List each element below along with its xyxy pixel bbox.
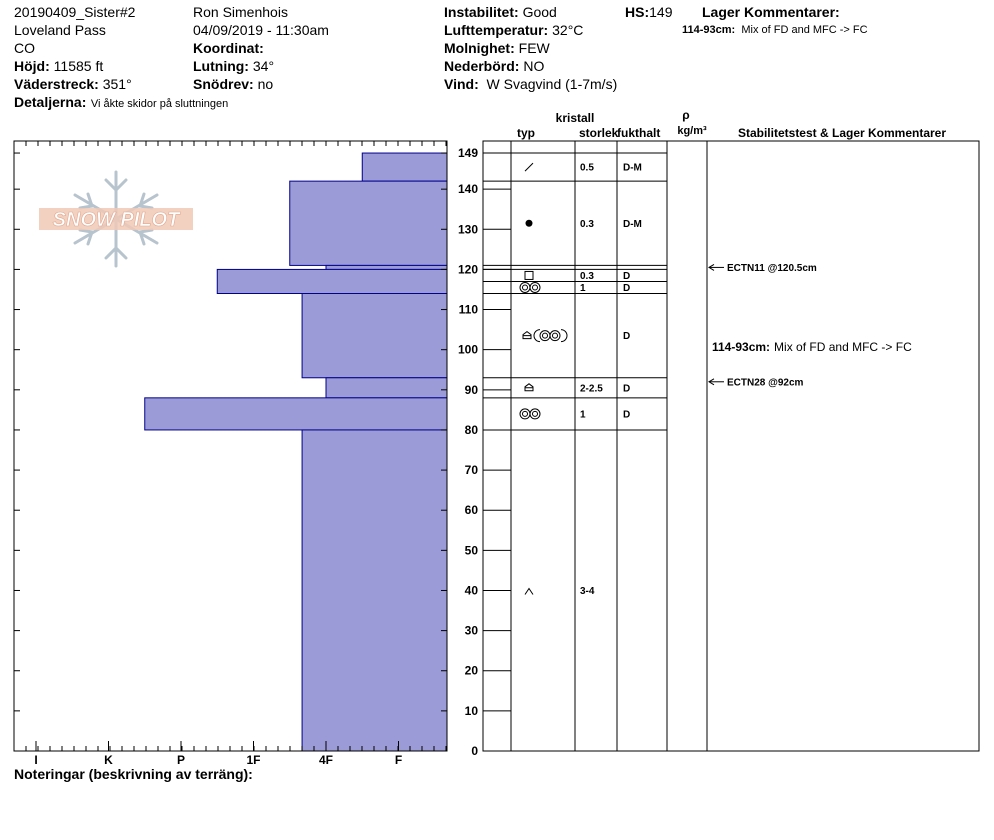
melt-freeze-icon (523, 285, 528, 290)
layer-comment-row (712, 340, 912, 354)
grain-size-cell: 3-4 (580, 585, 595, 597)
y-tick-label: 100 (457, 342, 478, 357)
y-tick-label: 10 (464, 703, 478, 718)
hardness-layer-bar (145, 398, 447, 430)
grain-size-cell: 0.3 (580, 218, 594, 230)
graupel-icon (526, 220, 533, 227)
moisture-cell: D (623, 383, 631, 395)
precip-value: NO (523, 58, 545, 74)
hardness-bars (145, 153, 447, 751)
layer-comments-label: Lager Kommentarer: (702, 4, 840, 20)
melt-freeze-icon (530, 409, 540, 419)
moisture-cell: D-M (623, 218, 642, 230)
hardness-layer-bar (302, 430, 447, 751)
header-moisture: fukthalt (617, 126, 661, 140)
elevation-label: Höjd: (14, 58, 50, 74)
y-tick-label: 70 (464, 463, 478, 478)
melt-freeze-icon (540, 331, 550, 341)
slope-value: 34° (252, 58, 275, 74)
grain-size-cell: 2-2.5 (580, 383, 603, 395)
header-type: typ (517, 126, 535, 140)
wind-value: W Svagvind (1-7m/s) (486, 76, 618, 92)
moisture-cell: D (623, 270, 631, 282)
moisture-cell: D-M (623, 162, 642, 174)
y-tick-label: 30 (464, 623, 478, 638)
datetime: 04/09/2019 - 11:30am (193, 22, 329, 38)
layer-comment-row-range: 114-93cm: (712, 340, 771, 354)
grain-size-cell: 0.3 (580, 270, 594, 282)
melt-freeze-icon (520, 409, 530, 419)
depth-hoar-icon (523, 332, 531, 339)
melt-freeze-icon (530, 282, 540, 292)
hs-label: HS: (625, 4, 650, 20)
hs-value: 149 (649, 4, 673, 20)
melt-freeze-icon (553, 333, 558, 338)
sky-label: Molnighet: (444, 40, 515, 56)
moisture-cell: D (623, 282, 631, 294)
grain-size-cell: 0.5 (580, 162, 594, 174)
x-tick-label: K (104, 753, 113, 767)
observer: Ron Simenhois (193, 4, 288, 20)
air-temp-label: Lufttemperatur: (444, 22, 549, 38)
y-tick-label: 80 (464, 422, 478, 437)
instability-value: Good (522, 4, 557, 20)
melt-freeze-icon (543, 333, 548, 338)
aspect-label: Väderstreck: (14, 76, 99, 92)
y-tick-label: 50 (464, 543, 478, 558)
x-tick-label: I (34, 753, 38, 767)
site-id: 20190409_Sister#2 (14, 4, 136, 20)
hardness-layer-bar (217, 269, 447, 293)
rounded-grain-icon (525, 588, 533, 594)
header-size: storlek (579, 126, 619, 140)
grain-size-cell: 1 (580, 409, 586, 421)
sky-value: FEW (518, 40, 550, 56)
melt-freeze-icon (550, 331, 560, 341)
melt-freeze-icon (533, 285, 538, 290)
grain-size-cell: 1 (580, 282, 586, 294)
y-tick-label: 20 (464, 663, 478, 678)
x-tick-label: F (394, 753, 403, 767)
y-tick-label: 110 (458, 302, 478, 317)
decomposing-fragment-icon (525, 163, 533, 171)
hardness-layer-bar (326, 378, 447, 398)
hardness-layer-bar (326, 265, 447, 269)
y-tick-label: 0 (471, 744, 478, 758)
y-tick-label: 140 (457, 182, 478, 197)
header-density-unit: kg/m³ (677, 125, 707, 137)
y-tick-label: 120 (457, 262, 478, 277)
x-tick-label: 4F (318, 753, 334, 767)
faceted-crystal-icon (525, 271, 533, 279)
stability-notes (709, 263, 817, 388)
aspect-value: 351° (102, 76, 132, 92)
elevation-value: 11585 ft (53, 58, 104, 74)
moisture-cell: D (623, 409, 631, 421)
stability-test-note: ECTN28 @92cm (727, 377, 804, 389)
table-row (483, 586, 595, 751)
details-value: Vi åkte skidor på sluttningen (90, 98, 229, 110)
drift-value: no (257, 76, 274, 92)
instability-label: Instabilitet: (444, 4, 519, 20)
depth-hoar-icon (525, 384, 533, 391)
y-tick-label: 40 (464, 583, 478, 598)
drift-label: Snödrev: (193, 76, 254, 92)
hardness-layer-bar (290, 181, 447, 265)
slope-label: Lutning: (193, 58, 249, 74)
details-label: Detaljerna: (14, 94, 87, 110)
bracket-icon (534, 330, 540, 342)
hardness-layer-bar (362, 153, 447, 181)
precip-label: Nederbörd: (444, 58, 520, 74)
moisture-cell: D (623, 331, 631, 343)
bracket-icon (561, 330, 567, 342)
y-tick-label: 90 (464, 382, 478, 397)
layer-comment-range: 114-93cm: (682, 24, 736, 36)
melt-freeze-icon (520, 282, 530, 292)
x-tick-label: P (176, 753, 186, 767)
air-temp-value: 32°C (552, 22, 584, 38)
header-stability: Stabilitetstest & Lager Kommentarer (737, 126, 947, 140)
footer-notes-label: Noteringar (beskrivning av terräng): (14, 766, 253, 782)
layer-table-frame (483, 141, 979, 751)
y-tick-label: 60 (464, 503, 478, 518)
hardness-layer-bar (302, 294, 447, 378)
state: CO (14, 40, 35, 56)
header-rho: ρ (682, 108, 690, 122)
stability-test-note: ECTN11 @120.5cm (727, 262, 817, 274)
layer-comment-text: Mix of FD and MFC -> FC (741, 24, 868, 36)
header-crystal: kristall (555, 111, 595, 125)
coordinate-label: Koordinat: (193, 40, 264, 56)
y-tick-label: 149 (457, 146, 478, 161)
melt-freeze-icon (523, 411, 528, 416)
y-tick-label: 130 (457, 222, 478, 237)
x-tick-label: 1F (246, 753, 261, 767)
wind-label: Vind: (444, 76, 479, 92)
layer-comment-row-text: Mix of FD and MFC -> FC (774, 340, 912, 354)
location: Loveland Pass (14, 22, 106, 38)
logo-text: SNOW PILOT (52, 209, 180, 231)
melt-freeze-icon (533, 411, 538, 416)
